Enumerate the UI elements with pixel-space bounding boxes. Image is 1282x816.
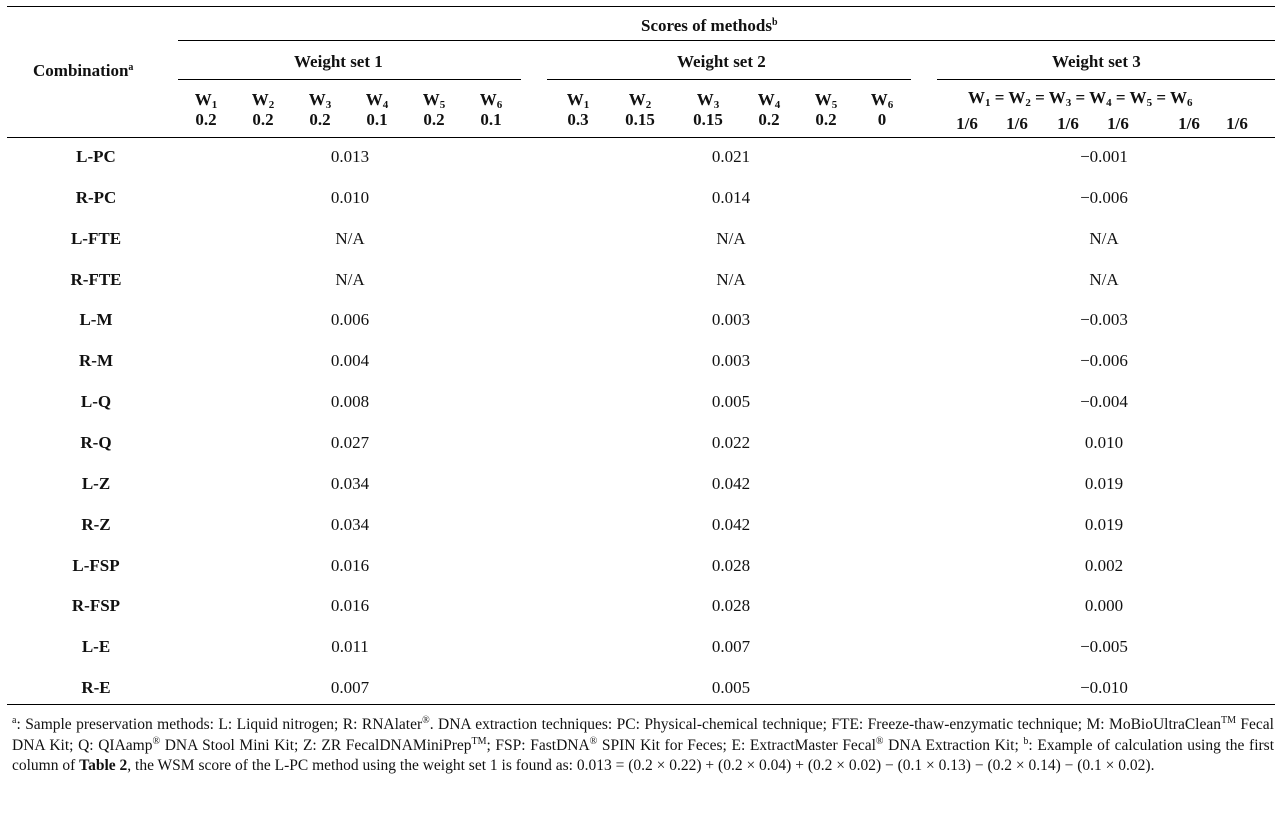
weight-column-header: $W_6$ 0.1 (479, 90, 503, 129)
score-cell-weight-set-1: 0.034 (330, 515, 370, 534)
score-cell-weight-set-1: 0.016 (330, 596, 370, 615)
score-cell-weight-set-1: 0.007 (330, 678, 370, 697)
weight-column-header: $W_3$ 0.2 (308, 90, 332, 129)
score-cell-weight-set-3: N/A (1089, 229, 1119, 248)
weight-value: 1/6 (1107, 114, 1129, 133)
score-cell-weight-set-2: 0.003 (711, 351, 751, 370)
score-cell-weight-set-2: 0.022 (711, 433, 751, 452)
score-cell-weight-set-3: 0.002 (1084, 556, 1124, 575)
score-cell-weight-set-2: N/A (716, 270, 746, 289)
score-cell-weight-set-2: 0.042 (711, 474, 751, 493)
score-cell-weight-set-3: 0.010 (1084, 433, 1124, 452)
weight-column-header: $W_4$ 0.2 (757, 90, 781, 129)
score-cell-weight-set-3: 0.019 (1084, 515, 1124, 534)
equal-weights-equation: $W_1 = W_2 = W_3 = W_4 = W_5 = W_6$ (968, 88, 1193, 109)
score-cell-weight-set-2: 0.042 (711, 515, 751, 534)
score-cell-weight-set-1: 0.016 (330, 556, 370, 575)
weight-set-1-title: Weight set 1 (294, 52, 383, 71)
table-footnote: $^a$: Sample preservation methods: L: Liquid nitrogen; R: RNAlater®. DNA extraction techniques: PC: Physical-chemical technique; FTE: Freeze-thaw-enzymatic technique; M: MoBioUltraClean™ Fecal DNA Kit; Q: QIAamp® DNA Stool Mini Kit; Z: ZR FecalDNAMiniPrep™; FSP: FastDNA® SPIN Kit for Feces; E: ExtractMaster Fecal® DNA Extraction Kit; $^b$: Example of calculation using the first column of Table 2, the WSM score of the L-PC method using the weight set 1 is found as: 0.013 = (0.2 × 0.22) + (0.2 × 0.04) + (0.2 × 0.02) − (0.1 × 0.13) − (0.2 × 0.14) − (0.1 × 0.02). (12, 715, 1274, 774)
weight-set-2-title: Weight set 2 (677, 52, 766, 71)
score-cell-weight-set-3: −0.003 (1080, 310, 1128, 329)
score-cell-weight-set-3: −0.004 (1080, 392, 1128, 411)
row-combination-label: R-FTE (70, 270, 122, 289)
row-combination-label: L-PC (76, 147, 116, 166)
weight-set-3-rule (937, 79, 1275, 80)
weight-set-3-title: Weight set 3 (1052, 52, 1141, 71)
weight-value: 1/6 (956, 114, 978, 133)
score-cell-weight-set-1: 0.010 (330, 188, 370, 207)
score-cell-weight-set-3: −0.001 (1080, 147, 1128, 166)
bottom-rule (7, 704, 1275, 705)
weight-column-header: $W_3$ 0.15 (693, 90, 723, 129)
row-combination-label: L-Z (81, 474, 111, 493)
score-cell-weight-set-2: 0.028 (711, 556, 751, 575)
combination-header: Combination$^a$ (33, 61, 134, 80)
row-combination-label: L-M (79, 310, 113, 329)
score-cell-weight-set-3: N/A (1089, 270, 1119, 289)
score-cell-weight-set-1: 0.011 (331, 637, 369, 656)
weight-column-header: $W_2$ 0.2 (251, 90, 275, 129)
row-combination-label: R-Z (81, 515, 111, 534)
weight-value: 1/6 (1178, 114, 1200, 133)
weight-column-header: $W_5$ 0.2 (422, 90, 446, 129)
row-combination-label: R-FSP (71, 596, 121, 615)
score-cell-weight-set-1: 0.004 (330, 351, 370, 370)
score-cell-weight-set-1: 0.027 (330, 433, 370, 452)
score-cell-weight-set-1: 0.006 (330, 310, 370, 329)
score-cell-weight-set-3: −0.006 (1080, 188, 1128, 207)
header-bottom-rule (7, 137, 1275, 138)
top-rule (7, 6, 1275, 7)
weight-column-header: $W_2$ 0.15 (625, 90, 655, 129)
weight-column-header: $W_6$ 0 (870, 90, 894, 129)
score-cell-weight-set-1: 0.013 (330, 147, 370, 166)
score-cell-weight-set-2: 0.003 (711, 310, 751, 329)
row-combination-label: R-M (79, 351, 113, 370)
row-combination-label: R-E (81, 678, 111, 697)
spanner-rule (178, 40, 1275, 41)
weight-set-2-rule (547, 79, 911, 80)
score-cell-weight-set-1: N/A (335, 270, 365, 289)
score-cell-weight-set-2: 0.005 (711, 392, 751, 411)
weight-value: 1/6 (1006, 114, 1028, 133)
weight-value: 1/6 (1057, 114, 1079, 133)
score-cell-weight-set-1: N/A (335, 229, 365, 248)
row-combination-label: L-E (81, 637, 111, 656)
weight-column-header: $W_1$ 0.2 (194, 90, 218, 129)
score-cell-weight-set-2: 0.014 (711, 188, 751, 207)
weight-column-header: $W_4$ 0.1 (365, 90, 389, 129)
row-combination-label: L-FTE (70, 229, 122, 248)
weight-column-header: $W_1$ 0.3 (566, 90, 590, 129)
score-cell-weight-set-3: −0.010 (1080, 678, 1128, 697)
weight-value: 1/6 (1226, 114, 1248, 133)
row-combination-label: L-Q (80, 392, 112, 411)
score-cell-weight-set-2: N/A (716, 229, 746, 248)
score-cell-weight-set-2: 0.021 (711, 147, 751, 166)
score-cell-weight-set-2: 0.007 (711, 637, 751, 656)
score-cell-weight-set-3: −0.006 (1080, 351, 1128, 370)
score-cell-weight-set-2: 0.028 (711, 596, 751, 615)
score-cell-weight-set-2: 0.005 (711, 678, 751, 697)
score-cell-weight-set-3: 0.019 (1084, 474, 1124, 493)
weight-column-header: $W_5$ 0.2 (814, 90, 838, 129)
score-cell-weight-set-1: 0.034 (330, 474, 370, 493)
weight-set-1-rule (178, 79, 521, 80)
row-combination-label: R-PC (75, 188, 117, 207)
score-cell-weight-set-3: 0.000 (1084, 596, 1124, 615)
scores-of-methods-header: Scores of methods$^b$ (641, 16, 778, 35)
row-combination-label: R-Q (80, 433, 112, 452)
score-cell-weight-set-1: 0.008 (330, 392, 370, 411)
score-cell-weight-set-3: −0.005 (1080, 637, 1128, 656)
row-combination-label: L-FSP (72, 556, 120, 575)
